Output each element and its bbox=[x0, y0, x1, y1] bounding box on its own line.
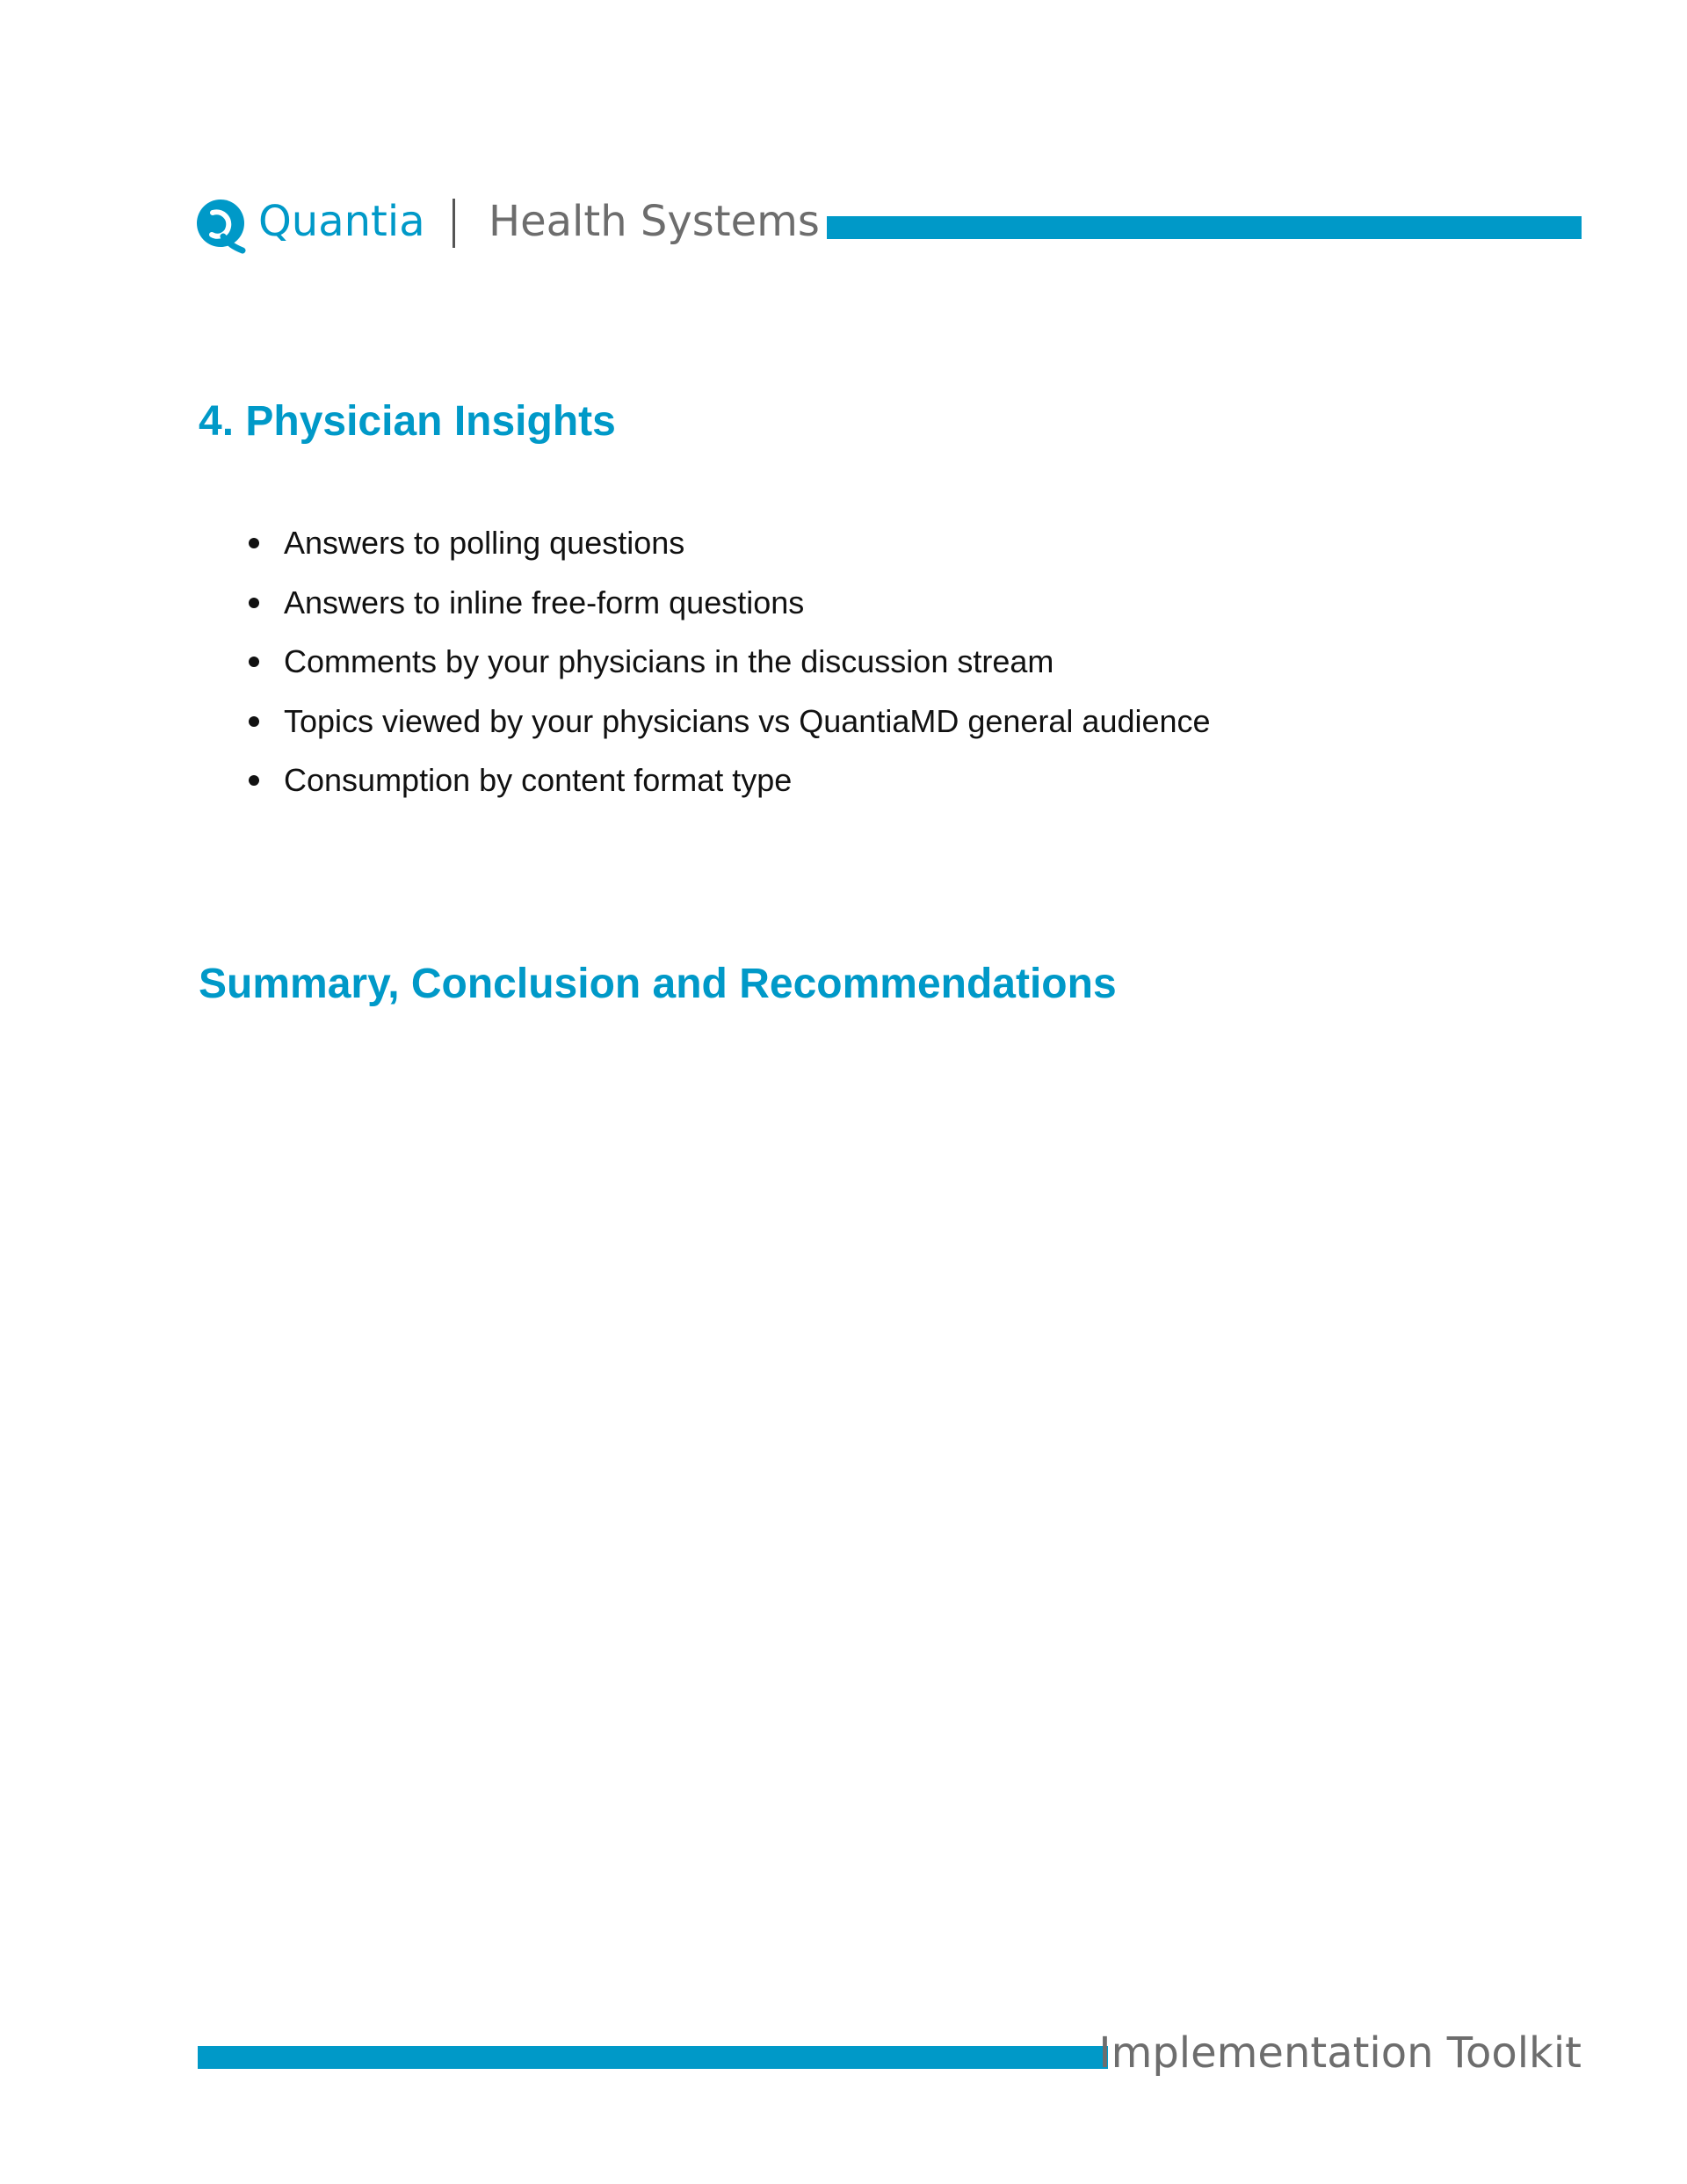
product-name: Health Systems bbox=[489, 197, 820, 246]
header-accent-bar bbox=[827, 216, 1582, 239]
list-item-text: Answers to polling questions bbox=[284, 525, 685, 561]
section-title-physician-insights: 4. Physician Insights bbox=[199, 398, 616, 445]
list-item bbox=[249, 519, 1211, 578]
header-divider bbox=[453, 199, 455, 248]
list-item bbox=[249, 637, 1211, 697]
bullet-icon bbox=[249, 657, 259, 667]
footer-label: Implementation Toolkit bbox=[1098, 2028, 1582, 2078]
bullet-icon bbox=[249, 538, 259, 548]
section-title-summary: Summary, Conclusion and Recommendations bbox=[199, 961, 1117, 1007]
footer-accent-bar bbox=[198, 2046, 1108, 2069]
list-item-text: Comments by your physicians in the discussion stream bbox=[284, 643, 1054, 679]
page-header bbox=[195, 192, 1582, 253]
physician-insights-list bbox=[249, 519, 1211, 816]
quantia-logo-icon bbox=[195, 200, 250, 254]
brand-name: Quantia bbox=[258, 197, 425, 246]
bullet-icon bbox=[249, 716, 259, 727]
list-item bbox=[249, 578, 1211, 638]
list-item-text: Answers to inline free-form questions bbox=[284, 584, 805, 620]
bullet-icon bbox=[249, 775, 259, 786]
bullet-icon bbox=[249, 598, 259, 608]
page-footer bbox=[195, 2021, 1582, 2083]
list-item bbox=[249, 697, 1211, 757]
list-item bbox=[249, 756, 1211, 816]
list-item-text: Consumption by content format type bbox=[284, 762, 793, 798]
list-item-text: Topics viewed by your physicians vs QuantiaMD general audience bbox=[284, 702, 1211, 739]
